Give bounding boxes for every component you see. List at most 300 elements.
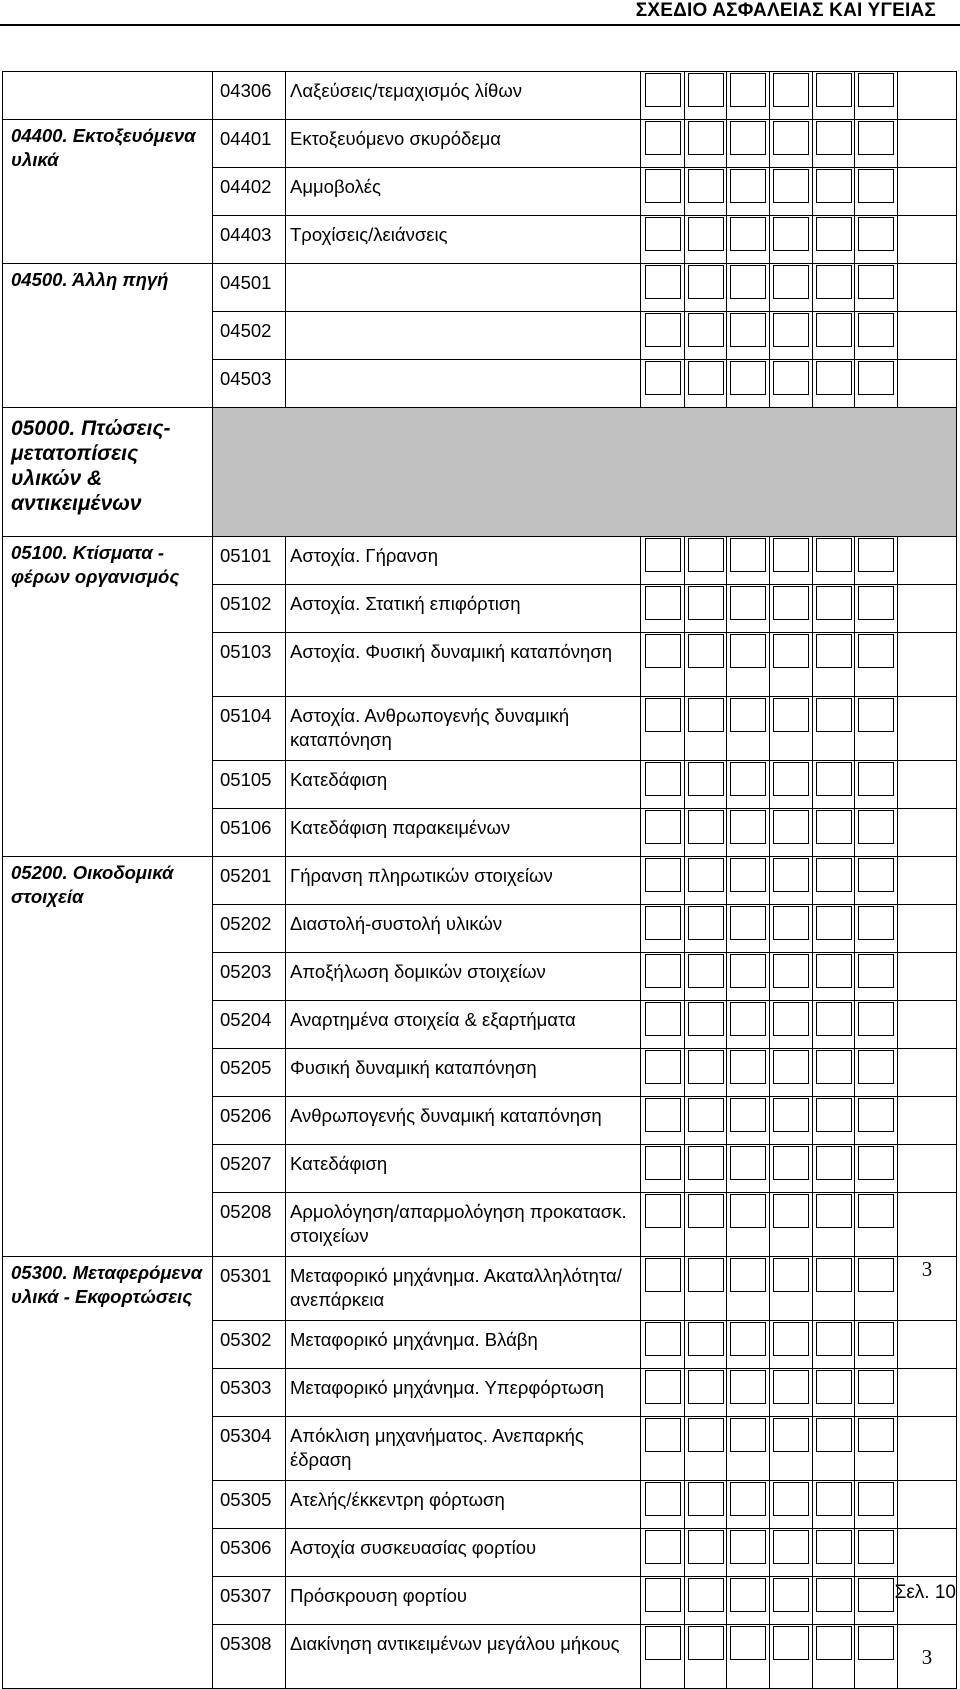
checkbox-frame — [730, 858, 766, 892]
check-cell[interactable] — [685, 857, 727, 905]
check-cell[interactable] — [727, 1049, 770, 1097]
check-cell[interactable] — [770, 761, 813, 809]
checkbox-frame — [730, 1482, 766, 1516]
check-cell[interactable] — [770, 953, 813, 1001]
check-cell[interactable] — [770, 809, 813, 857]
check-cell[interactable] — [855, 312, 898, 360]
mark-cell — [898, 1049, 957, 1097]
check-cell[interactable] — [813, 1369, 855, 1417]
check-cell[interactable] — [727, 1481, 770, 1529]
check-cell[interactable] — [770, 1097, 813, 1145]
check-cell[interactable] — [727, 1529, 770, 1577]
check-cell[interactable] — [685, 264, 727, 312]
check-cell[interactable] — [641, 1481, 685, 1529]
check-cell[interactable] — [641, 312, 685, 360]
check-cell[interactable] — [770, 1193, 813, 1257]
mark-cell — [898, 633, 957, 697]
check-cell[interactable] — [727, 809, 770, 857]
checkbox-frame — [688, 762, 724, 796]
check-cell[interactable] — [685, 1529, 727, 1577]
check-cell[interactable] — [855, 585, 898, 633]
check-cell[interactable] — [855, 120, 898, 168]
check-cell[interactable] — [727, 905, 770, 953]
mark-cell — [898, 697, 957, 761]
check-cell[interactable] — [813, 264, 855, 312]
check-cell[interactable] — [855, 1481, 898, 1529]
checkbox-frame — [688, 1258, 724, 1292]
checkbox-frame — [730, 1322, 766, 1356]
check-cell[interactable] — [727, 1001, 770, 1049]
checkbox-frame — [773, 538, 809, 572]
check-cell[interactable] — [855, 1257, 898, 1321]
check-cell[interactable] — [855, 168, 898, 216]
check-cell[interactable] — [685, 1145, 727, 1193]
checkbox-frame — [730, 634, 766, 668]
check-cell[interactable] — [685, 1193, 727, 1257]
check-cell[interactable] — [727, 633, 770, 697]
checkbox-frame — [730, 698, 766, 732]
checkbox-frame — [688, 361, 724, 395]
code-cell: 05307 — [213, 1577, 286, 1625]
check-cell[interactable] — [727, 1577, 770, 1625]
check-cell[interactable] — [770, 1577, 813, 1625]
check-cell[interactable] — [813, 120, 855, 168]
checkbox-frame — [858, 1146, 894, 1180]
check-cell[interactable] — [855, 857, 898, 905]
check-cell[interactable] — [770, 1369, 813, 1417]
check-cell[interactable] — [855, 697, 898, 761]
code-cell: 05204 — [213, 1001, 286, 1049]
checkbox-frame — [816, 217, 852, 251]
checkbox-frame — [730, 954, 766, 988]
check-cell[interactable] — [813, 1257, 855, 1321]
checkbox-frame — [773, 1418, 809, 1452]
checkbox-frame — [645, 586, 681, 620]
check-cell[interactable] — [641, 216, 685, 264]
checkbox-frame — [816, 1418, 852, 1452]
checkbox-frame — [858, 954, 894, 988]
check-cell[interactable] — [685, 72, 727, 120]
code-cell: 04402 — [213, 168, 286, 216]
section-heading-row — [3, 408, 957, 537]
checkbox-frame — [688, 634, 724, 668]
check-cell[interactable] — [641, 1529, 685, 1577]
check-cell[interactable] — [855, 1625, 898, 1689]
check-cell[interactable] — [770, 1625, 813, 1689]
check-cell[interactable] — [855, 633, 898, 697]
mark-cell — [898, 809, 957, 857]
check-cell[interactable] — [770, 1417, 813, 1481]
check-cell[interactable] — [770, 216, 813, 264]
check-cell[interactable] — [813, 216, 855, 264]
mark-cell — [898, 1321, 957, 1369]
checkbox-frame — [730, 762, 766, 796]
check-cell[interactable] — [813, 312, 855, 360]
check-cell[interactable] — [727, 585, 770, 633]
checkbox-frame — [858, 1626, 894, 1660]
check-cell[interactable] — [770, 1321, 813, 1369]
check-cell[interactable] — [813, 537, 855, 585]
code-cell: 04502 — [213, 312, 286, 360]
description-cell — [286, 312, 641, 360]
description-cell — [286, 360, 641, 408]
check-cell[interactable] — [685, 585, 727, 633]
checkbox-frame — [730, 313, 766, 347]
checkbox-frame — [858, 121, 894, 155]
check-cell[interactable] — [855, 1529, 898, 1577]
check-cell[interactable] — [685, 537, 727, 585]
code-cell: 05105 — [213, 761, 286, 809]
check-cell[interactable] — [727, 697, 770, 761]
check-cell[interactable] — [641, 72, 685, 120]
check-cell[interactable] — [770, 857, 813, 905]
checkbox-frame — [645, 1050, 681, 1084]
checkbox-frame — [645, 217, 681, 251]
check-cell[interactable] — [855, 1097, 898, 1145]
check-cell[interactable] — [855, 761, 898, 809]
check-cell[interactable] — [855, 1369, 898, 1417]
checkbox-frame — [773, 1626, 809, 1660]
check-cell[interactable] — [813, 1193, 855, 1257]
check-cell[interactable] — [727, 312, 770, 360]
checkbox-frame — [688, 1002, 724, 1036]
check-cell[interactable] — [855, 72, 898, 120]
checkbox-frame — [816, 1482, 852, 1516]
checkbox-frame — [730, 1098, 766, 1132]
check-cell[interactable] — [641, 537, 685, 585]
check-cell[interactable] — [813, 1097, 855, 1145]
check-cell[interactable] — [727, 857, 770, 905]
checkbox-frame — [816, 538, 852, 572]
check-cell[interactable] — [727, 1097, 770, 1145]
checkbox-frame — [773, 169, 809, 203]
check-cell[interactable] — [641, 1321, 685, 1369]
description-cell: Απόκλιση μηχανήματος. Ανεπαρκής έδραση — [286, 1417, 641, 1481]
check-cell[interactable] — [685, 1481, 727, 1529]
check-cell[interactable] — [770, 585, 813, 633]
check-cell[interactable] — [855, 953, 898, 1001]
check-cell[interactable] — [770, 168, 813, 216]
mark-cell — [898, 953, 957, 1001]
check-cell[interactable] — [813, 1481, 855, 1529]
check-cell[interactable] — [855, 905, 898, 953]
checkbox-frame — [645, 698, 681, 732]
mark-cell — [898, 857, 957, 905]
checkbox-frame — [858, 634, 894, 668]
check-cell[interactable] — [685, 216, 727, 264]
check-cell[interactable] — [685, 1625, 727, 1689]
check-cell[interactable] — [641, 360, 685, 408]
check-cell[interactable] — [727, 264, 770, 312]
check-cell[interactable] — [685, 120, 727, 168]
check-cell[interactable] — [813, 697, 855, 761]
checkbox-frame — [773, 954, 809, 988]
check-cell[interactable] — [727, 216, 770, 264]
check-cell[interactable] — [727, 1417, 770, 1481]
checkbox-frame — [816, 73, 852, 107]
checkbox-frame — [645, 954, 681, 988]
check-cell[interactable] — [641, 168, 685, 216]
checkbox-frame — [645, 1418, 681, 1452]
code-cell: 04401 — [213, 120, 286, 168]
check-cell[interactable] — [855, 1577, 898, 1625]
check-cell[interactable] — [770, 905, 813, 953]
check-cell[interactable] — [813, 905, 855, 953]
check-cell[interactable] — [770, 72, 813, 120]
check-cell[interactable] — [641, 633, 685, 697]
check-cell[interactable] — [685, 1049, 727, 1097]
check-cell[interactable] — [685, 1369, 727, 1417]
check-cell[interactable] — [813, 1417, 855, 1481]
check-cell[interactable] — [727, 537, 770, 585]
check-cell[interactable] — [813, 953, 855, 1001]
check-cell[interactable] — [685, 953, 727, 1001]
check-cell[interactable] — [855, 1145, 898, 1193]
checkbox-frame — [688, 698, 724, 732]
code-cell: 05301 — [213, 1257, 286, 1321]
checkbox-frame — [730, 538, 766, 572]
checkbox-frame — [688, 313, 724, 347]
check-cell[interactable] — [813, 1529, 855, 1577]
check-cell[interactable] — [813, 633, 855, 697]
check-cell[interactable] — [641, 120, 685, 168]
check-cell[interactable] — [685, 905, 727, 953]
check-cell[interactable] — [685, 809, 727, 857]
checkbox-frame — [816, 1194, 852, 1228]
check-cell[interactable] — [685, 1577, 727, 1625]
check-cell[interactable] — [770, 537, 813, 585]
mark-cell — [898, 1097, 957, 1145]
checkbox-frame — [773, 217, 809, 251]
check-cell[interactable] — [813, 585, 855, 633]
code-cell: 05202 — [213, 905, 286, 953]
checkbox-frame — [730, 1626, 766, 1660]
check-cell[interactable] — [770, 360, 813, 408]
table-row — [3, 857, 957, 905]
check-cell[interactable] — [685, 1097, 727, 1145]
checkbox-frame — [688, 217, 724, 251]
checkbox-frame — [645, 1146, 681, 1180]
check-cell[interactable] — [685, 1417, 727, 1481]
check-cell[interactable] — [641, 1193, 685, 1257]
check-cell[interactable] — [641, 809, 685, 857]
checkbox-frame — [730, 265, 766, 299]
checkbox-frame — [645, 1194, 681, 1228]
checkbox-frame — [858, 169, 894, 203]
check-cell[interactable] — [727, 1625, 770, 1689]
checkbox-frame — [816, 121, 852, 155]
check-cell[interactable] — [770, 312, 813, 360]
checkbox-frame — [816, 265, 852, 299]
checkbox-frame — [645, 1626, 681, 1660]
check-cell[interactable] — [855, 537, 898, 585]
checkbox-frame — [773, 1482, 809, 1516]
checkbox-frame — [773, 1050, 809, 1084]
check-cell[interactable] — [727, 1369, 770, 1417]
check-cell[interactable] — [685, 1321, 727, 1369]
checkbox-frame — [688, 810, 724, 844]
description-cell: Πρόσκρουση φορτίου — [286, 1577, 641, 1625]
check-cell[interactable] — [685, 360, 727, 408]
checkbox-frame — [858, 1530, 894, 1564]
checkbox-frame — [816, 361, 852, 395]
category-04400: 04400. Εκτοξευόμενα υλικά — [3, 120, 213, 264]
check-cell[interactable] — [685, 312, 727, 360]
check-cell[interactable] — [641, 1049, 685, 1097]
check-cell[interactable] — [770, 633, 813, 697]
check-cell[interactable] — [685, 168, 727, 216]
check-cell[interactable] — [770, 1481, 813, 1529]
mark-cell — [898, 1481, 957, 1529]
checkbox-frame — [773, 313, 809, 347]
checkbox-frame — [773, 1002, 809, 1036]
description-cell: Γήρανση πληρωτικών στοιχείων — [286, 857, 641, 905]
check-cell[interactable] — [727, 1145, 770, 1193]
table-row — [3, 1257, 957, 1321]
check-cell[interactable] — [770, 1001, 813, 1049]
check-cell[interactable] — [813, 1145, 855, 1193]
checkbox-frame — [773, 858, 809, 892]
check-cell[interactable] — [641, 905, 685, 953]
check-cell[interactable] — [641, 264, 685, 312]
checkbox-frame — [816, 810, 852, 844]
check-cell[interactable] — [727, 120, 770, 168]
check-cell[interactable] — [641, 1145, 685, 1193]
check-cell[interactable] — [641, 761, 685, 809]
check-cell[interactable] — [685, 697, 727, 761]
check-cell[interactable] — [641, 1257, 685, 1321]
check-cell[interactable] — [813, 168, 855, 216]
check-cell[interactable] — [813, 1049, 855, 1097]
code-cell: 05306 — [213, 1529, 286, 1577]
code-cell: 04403 — [213, 216, 286, 264]
check-cell[interactable] — [813, 761, 855, 809]
check-cell[interactable] — [855, 264, 898, 312]
description-cell: Λαξεύσεις/τεμαχισμός λίθων — [286, 72, 641, 120]
check-cell[interactable] — [685, 761, 727, 809]
description-cell — [286, 264, 641, 312]
checkbox-frame — [816, 586, 852, 620]
checkbox-frame — [773, 1146, 809, 1180]
check-cell[interactable] — [813, 1625, 855, 1689]
code-cell: 05104 — [213, 697, 286, 761]
check-cell[interactable] — [855, 1417, 898, 1481]
code-cell: 05102 — [213, 585, 286, 633]
check-cell[interactable] — [641, 1097, 685, 1145]
check-cell[interactable] — [855, 1001, 898, 1049]
check-cell[interactable] — [855, 1049, 898, 1097]
check-cell[interactable] — [641, 1001, 685, 1049]
check-cell[interactable] — [770, 1145, 813, 1193]
check-cell[interactable] — [813, 72, 855, 120]
checkbox-frame — [688, 265, 724, 299]
check-cell[interactable] — [685, 1001, 727, 1049]
check-cell[interactable] — [855, 216, 898, 264]
check-cell[interactable] — [685, 1257, 727, 1321]
description-cell: Μεταφορικό μηχάνημα. Υπερφόρτωση — [286, 1369, 641, 1417]
check-cell[interactable] — [813, 857, 855, 905]
check-cell[interactable] — [641, 1417, 685, 1481]
code-cell: 05201 — [213, 857, 286, 905]
checkbox-frame — [858, 698, 894, 732]
check-cell[interactable] — [813, 809, 855, 857]
checkbox-frame — [645, 361, 681, 395]
mark-cell — [898, 1417, 957, 1481]
checkbox-frame — [816, 1050, 852, 1084]
check-cell[interactable] — [813, 1001, 855, 1049]
checkbox-frame — [773, 586, 809, 620]
mark-cell — [898, 264, 957, 312]
mark-cell — [898, 585, 957, 633]
checkbox-frame — [858, 361, 894, 395]
check-cell[interactable] — [813, 1577, 855, 1625]
checkbox-frame — [858, 538, 894, 572]
checkbox-frame — [688, 1370, 724, 1404]
check-cell[interactable] — [770, 264, 813, 312]
description-cell: Αναρτημένα στοιχεία & εξαρτήματα — [286, 1001, 641, 1049]
check-cell[interactable] — [641, 857, 685, 905]
checkbox-frame — [688, 906, 724, 940]
check-cell[interactable] — [855, 1321, 898, 1369]
check-cell[interactable] — [641, 1625, 685, 1689]
checkbox-frame — [858, 73, 894, 107]
check-cell[interactable] — [641, 1369, 685, 1417]
table-row — [3, 72, 957, 120]
checkbox-frame — [816, 1370, 852, 1404]
check-cell[interactable] — [770, 1257, 813, 1321]
check-cell[interactable] — [855, 1193, 898, 1257]
check-cell[interactable] — [727, 1321, 770, 1369]
code-cell: 05304 — [213, 1417, 286, 1481]
hazard-table — [2, 71, 957, 1689]
check-cell[interactable] — [770, 120, 813, 168]
check-cell[interactable] — [727, 1193, 770, 1257]
check-cell[interactable] — [813, 360, 855, 408]
checkbox-frame — [688, 1146, 724, 1180]
table-row — [3, 537, 957, 585]
check-cell[interactable] — [641, 953, 685, 1001]
check-cell[interactable] — [855, 809, 898, 857]
check-cell[interactable] — [727, 953, 770, 1001]
check-cell[interactable] — [727, 360, 770, 408]
check-cell[interactable] — [727, 761, 770, 809]
checkbox-frame — [773, 762, 809, 796]
checkbox-frame — [816, 762, 852, 796]
checkbox-frame — [816, 634, 852, 668]
check-cell[interactable] — [641, 697, 685, 761]
checkbox-frame — [858, 810, 894, 844]
checkbox-frame — [688, 1322, 724, 1356]
check-cell[interactable] — [641, 1577, 685, 1625]
checkbox-frame — [858, 1258, 894, 1292]
check-cell[interactable] — [813, 1321, 855, 1369]
checkbox-frame — [773, 73, 809, 107]
check-cell[interactable] — [770, 1049, 813, 1097]
checkbox-frame — [730, 169, 766, 203]
mark-cell — [898, 120, 957, 168]
check-cell[interactable] — [855, 360, 898, 408]
check-cell[interactable] — [641, 585, 685, 633]
check-cell[interactable] — [727, 168, 770, 216]
check-cell[interactable] — [727, 72, 770, 120]
check-cell[interactable] — [685, 633, 727, 697]
check-cell[interactable] — [770, 697, 813, 761]
check-cell[interactable] — [727, 1257, 770, 1321]
description-cell: Κατεδάφιση παρακειμένων — [286, 809, 641, 857]
check-cell[interactable] — [770, 1529, 813, 1577]
checkbox-frame — [645, 121, 681, 155]
checkbox-frame — [816, 906, 852, 940]
